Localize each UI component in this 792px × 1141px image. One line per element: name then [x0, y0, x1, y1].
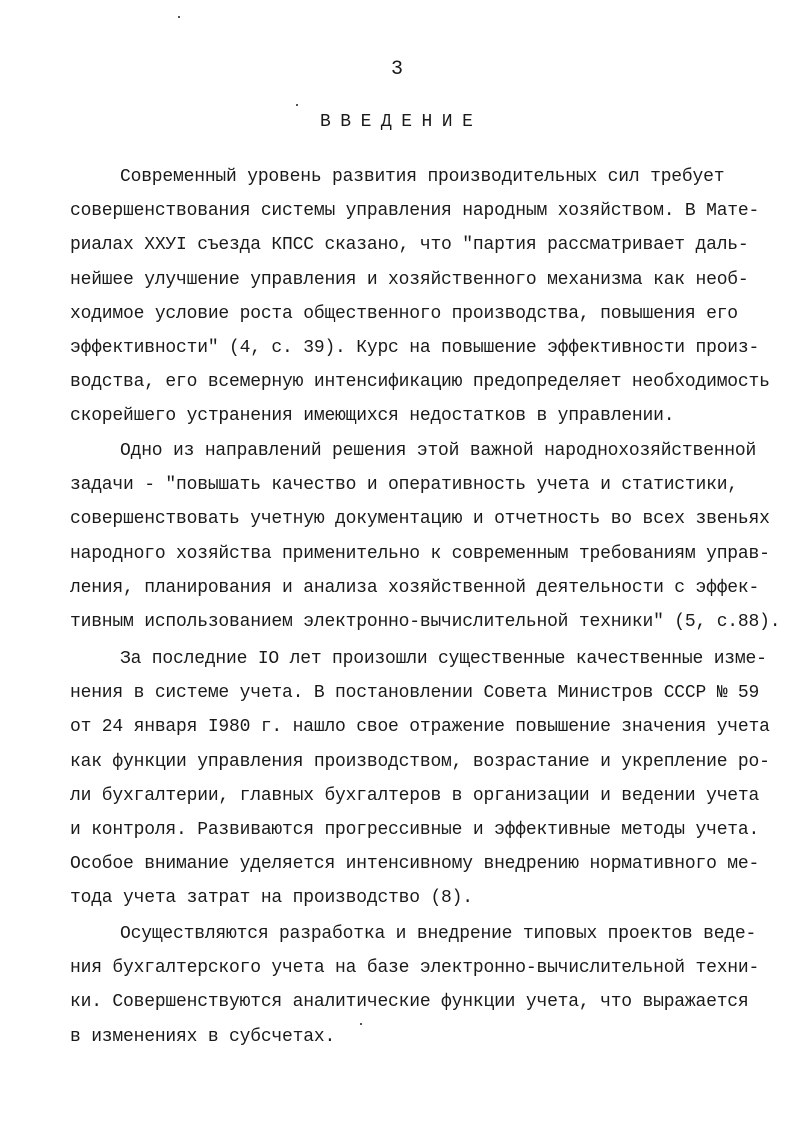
- text-line: водства, его всемерную интенсификацию предопределяет необходимость: [70, 372, 770, 393]
- text-line: риалах XXУI съезда КПСС сказано, что "партия рассматривает даль-: [70, 235, 749, 256]
- text-line: совершенствования системы управления народным хозяйством. В Мате-: [70, 201, 760, 222]
- text-line: скорейшего устранения имеющихся недостатков в управлении.: [70, 406, 675, 427]
- text-line: как функции управления производством, возрастание и укрепление ро-: [70, 751, 770, 772]
- text-line: тивным использованием электронно-вычислительной техники" (5, с.88).: [70, 611, 781, 632]
- text-line: в изменениях в субсчетах.: [70, 1026, 336, 1047]
- text-line: ки. Совершенствуются аналитические функции учета, что выражается: [70, 992, 749, 1013]
- text-line: задачи - "повышать качество и оперативность учета и статистики,: [70, 475, 738, 496]
- paragraph-1: [70, 160, 770, 434]
- text-line: совершенствовать учетную документацию и отчетность во всех звеньях: [70, 509, 770, 530]
- text-line: Осуществляются разработка и внедрение типовых проектов веде-: [120, 924, 757, 944]
- text-line: тода учета затрат на производство (8).: [70, 888, 473, 909]
- section-title: ВВЕДЕНИЕ: [320, 112, 483, 132]
- text-line: ления, планирования и анализа хозяйственной деятельности с эффек-: [70, 577, 760, 598]
- text-line: ния бухгалтерского учета на базе электронно-вычислительной техни-: [70, 958, 760, 979]
- page-number: 3: [391, 58, 404, 81]
- text-line: и контроля. Развиваются прогрессивные и эффективные методы учета.: [70, 819, 760, 840]
- scan-speck: [296, 104, 298, 106]
- scan-speck: [178, 16, 180, 18]
- paragraph-3: [70, 642, 770, 916]
- text-line: Современный уровень развития производительных сил требует: [120, 167, 725, 187]
- paragraph-2: [70, 434, 781, 639]
- text-line: ли бухгалтерии, главных бухгалтеров в организации и ведении учета: [70, 785, 760, 806]
- text-line: За последние IO лет произошли существенные качественные изме-: [120, 649, 767, 669]
- text-line: от 24 января I980 г. нашло свое отражение повышение значения учета: [70, 717, 770, 738]
- text-line: нейшее улучшение управления и хозяйственного механизма как необ-: [70, 269, 749, 290]
- text-line: ходимое условие роста общественного производства, повышения его: [70, 303, 738, 324]
- text-line: Одно из направлений решения этой важной народнохозяйственной: [120, 441, 757, 461]
- paragraph-4: [70, 917, 770, 1054]
- text-line: народного хозяйства применительно к современным требованиям управ-: [70, 543, 770, 564]
- text-line: эффективности" (4, с. 39). Курс на повышение эффективности произ-: [70, 337, 760, 358]
- scan-speck: [360, 1023, 362, 1025]
- text-line: Особое внимание уделяется интенсивному внедрению нормативного ме-: [70, 854, 760, 875]
- text-line: нения в системе учета. В постановлении Совета Министров СССР № 59: [70, 683, 760, 704]
